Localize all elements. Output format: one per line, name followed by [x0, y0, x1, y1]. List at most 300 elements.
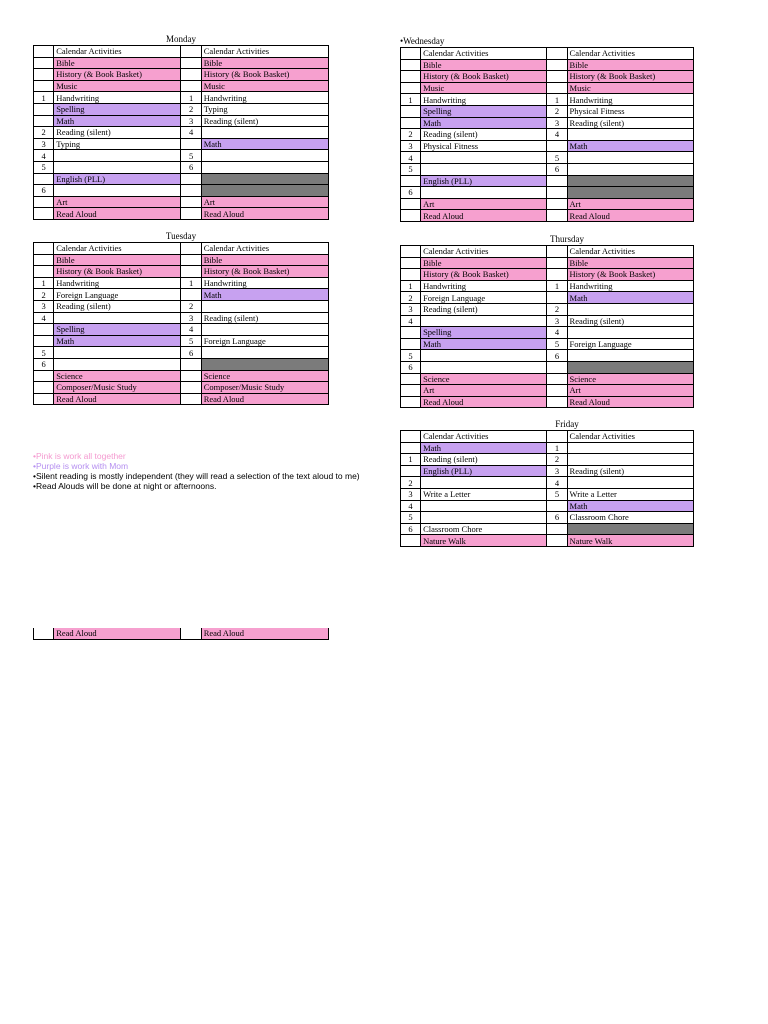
- activity-cell: History (& Book Basket): [567, 269, 693, 281]
- slot-number: [547, 269, 567, 281]
- activity-cell: Art: [567, 198, 693, 210]
- slot-number: [181, 208, 201, 220]
- activity-cell: Nature Walk: [567, 535, 693, 547]
- activity-cell: Handwriting: [567, 280, 693, 292]
- slot-number: 6: [547, 163, 567, 175]
- activity-cell: Read Aloud: [567, 396, 693, 408]
- slot-number: [401, 117, 421, 129]
- activity-cell: Spelling: [421, 105, 547, 117]
- table-row: [34, 312, 329, 324]
- activity-cell: Write a Letter: [421, 488, 547, 500]
- slot-number: [547, 257, 567, 269]
- activity-cell: Music: [201, 80, 328, 92]
- slot-number: [34, 57, 54, 69]
- table-row: [401, 163, 694, 175]
- activity-cell: Read Aloud: [201, 208, 328, 220]
- slot-number: 1: [547, 442, 567, 454]
- activity-cell: Read Aloud: [54, 628, 181, 639]
- activity-cell: Handwriting: [201, 277, 328, 289]
- activity-cell: [567, 350, 693, 362]
- activity-cell: Math: [567, 500, 693, 512]
- slot-number: [34, 173, 54, 185]
- activity-cell: Reading (silent): [54, 300, 181, 312]
- activity-cell: [201, 161, 328, 173]
- activity-cell: Calendar Activities: [567, 48, 693, 60]
- schedule-table: [400, 245, 694, 408]
- activity-cell: Calendar Activities: [567, 246, 693, 258]
- activity-cell: [567, 163, 693, 175]
- activity-cell: [201, 324, 328, 336]
- activity-cell: Art: [421, 385, 547, 397]
- table-row: [34, 243, 329, 255]
- table-row: [401, 117, 694, 129]
- slot-number: [401, 535, 421, 547]
- activity-cell: Art: [567, 385, 693, 397]
- slot-number: [547, 59, 567, 71]
- activity-cell: [567, 327, 693, 339]
- slot-number: [34, 115, 54, 127]
- slot-number: [34, 628, 54, 639]
- activity-cell: Science: [567, 373, 693, 385]
- slot-number: 1: [181, 277, 201, 289]
- slot-number: 6: [547, 350, 567, 362]
- activity-cell: Read Aloud: [567, 210, 693, 222]
- table-row: [34, 161, 329, 173]
- slot-number: [34, 243, 54, 255]
- activity-cell: [201, 150, 328, 162]
- table-row: [401, 257, 694, 269]
- slot-number: [401, 338, 421, 350]
- table-row: [401, 477, 694, 489]
- table-row: [34, 196, 329, 208]
- slot-number: 6: [401, 187, 421, 199]
- slot-number: 2: [547, 454, 567, 466]
- slot-number: [181, 173, 201, 185]
- slot-number: [34, 370, 54, 382]
- activity-cell: Foreign Language: [567, 338, 693, 350]
- activity-cell: Classroom Chore: [421, 523, 547, 535]
- activity-cell: Composer/Music Study: [201, 382, 328, 394]
- activity-cell: Spelling: [54, 103, 181, 115]
- activity-cell: Bible: [54, 57, 181, 69]
- table-row: [401, 303, 694, 315]
- slot-number: 4: [547, 327, 567, 339]
- activity-cell: Read Aloud: [54, 208, 181, 220]
- monday-schedule: [33, 34, 329, 220]
- activity-cell: Calendar Activities: [421, 431, 547, 443]
- activity-cell: [567, 361, 693, 373]
- activity-cell: Read Aloud: [201, 393, 328, 405]
- activity-cell: Foreign Language: [54, 289, 181, 301]
- slot-number: [181, 69, 201, 81]
- slot-number: [401, 48, 421, 60]
- slot-number: 5: [547, 152, 567, 164]
- slot-number: 2: [34, 127, 54, 139]
- slot-number: [401, 442, 421, 454]
- slot-number: [34, 196, 54, 208]
- table-row: [34, 185, 329, 197]
- activity-cell: Math: [54, 335, 181, 347]
- table-row: [401, 129, 694, 141]
- slot-number: [34, 69, 54, 81]
- table-row: [34, 138, 329, 150]
- slot-number: 4: [401, 500, 421, 512]
- table-row: [401, 465, 694, 477]
- table-row: [401, 280, 694, 292]
- activity-cell: Handwriting: [54, 277, 181, 289]
- table-row: [34, 277, 329, 289]
- activity-cell: [421, 500, 547, 512]
- table-row: [401, 338, 694, 350]
- activity-cell: [567, 152, 693, 164]
- slot-number: 5: [547, 338, 567, 350]
- activity-cell: [421, 152, 547, 164]
- table-row: [401, 431, 694, 443]
- slot-number: [181, 57, 201, 69]
- slot-number: 3: [401, 488, 421, 500]
- activity-cell: History (& Book Basket): [421, 269, 547, 281]
- table-row: [401, 385, 694, 397]
- slot-number: [401, 385, 421, 397]
- slot-number: [547, 361, 567, 373]
- slot-number: [181, 196, 201, 208]
- slot-number: 6: [34, 358, 54, 370]
- activity-cell: Bible: [201, 254, 328, 266]
- table-row: [34, 300, 329, 312]
- slot-number: 4: [34, 312, 54, 324]
- activity-cell: English (PLL): [421, 465, 547, 477]
- table-row: [34, 266, 329, 278]
- activity-cell: Read Aloud: [421, 210, 547, 222]
- slot-number: 5: [34, 347, 54, 359]
- slot-number: [547, 71, 567, 83]
- activity-cell: Math: [54, 115, 181, 127]
- slot-number: 6: [34, 185, 54, 197]
- slot-number: 2: [401, 477, 421, 489]
- activity-cell: Read Aloud: [54, 393, 181, 405]
- schedule-table: [33, 242, 329, 405]
- table-row: [401, 187, 694, 199]
- slot-number: [401, 269, 421, 281]
- slot-number: [547, 373, 567, 385]
- slot-number: [34, 324, 54, 336]
- activity-cell: History (& Book Basket): [54, 266, 181, 278]
- activity-cell: [567, 454, 693, 466]
- activity-cell: Handwriting: [201, 92, 328, 104]
- activity-cell: [201, 347, 328, 359]
- slot-number: [401, 105, 421, 117]
- slot-number: [181, 80, 201, 92]
- activity-cell: [201, 358, 328, 370]
- slot-number: [401, 257, 421, 269]
- slot-number: 1: [401, 454, 421, 466]
- activity-cell: Read Aloud: [201, 628, 328, 639]
- friday-schedule: [400, 419, 734, 547]
- activity-cell: [567, 187, 693, 199]
- activity-cell: Science: [421, 373, 547, 385]
- slot-number: [181, 358, 201, 370]
- activity-cell: Bible: [421, 59, 547, 71]
- activity-cell: Math: [567, 292, 693, 304]
- table-row: [401, 210, 694, 222]
- activity-cell: Bible: [421, 257, 547, 269]
- activity-cell: [421, 187, 547, 199]
- activity-cell: Music: [54, 80, 181, 92]
- slot-number: 1: [34, 277, 54, 289]
- table-row: [401, 500, 694, 512]
- table-row: [401, 327, 694, 339]
- activity-cell: Math: [567, 140, 693, 152]
- activity-cell: History (& Book Basket): [421, 71, 547, 83]
- activity-cell: [567, 175, 693, 187]
- table-row: [401, 442, 694, 454]
- slot-number: [181, 46, 201, 58]
- table-row: [34, 46, 329, 58]
- activity-cell: [54, 150, 181, 162]
- table-row: [34, 80, 329, 92]
- table-row: [34, 358, 329, 370]
- activity-cell: [54, 161, 181, 173]
- activity-cell: Bible: [567, 59, 693, 71]
- slot-number: [34, 80, 54, 92]
- activity-cell: Spelling: [421, 327, 547, 339]
- slot-number: 4: [181, 324, 201, 336]
- table-row: [401, 454, 694, 466]
- slot-number: [401, 198, 421, 210]
- activity-cell: History (& Book Basket): [54, 69, 181, 81]
- activity-cell: [421, 361, 547, 373]
- activity-cell: Nature Walk: [421, 535, 547, 547]
- activity-cell: Math: [201, 138, 328, 150]
- table-row: [34, 150, 329, 162]
- slot-number: [401, 71, 421, 83]
- table-row: [34, 103, 329, 115]
- slot-number: 4: [547, 477, 567, 489]
- slot-number: [547, 535, 567, 547]
- activity-cell: English (PLL): [54, 173, 181, 185]
- slot-number: 4: [181, 127, 201, 139]
- activity-cell: Science: [201, 370, 328, 382]
- slot-number: [401, 175, 421, 187]
- slot-number: 2: [181, 103, 201, 115]
- table-row: [401, 82, 694, 94]
- activity-cell: Math: [421, 117, 547, 129]
- slot-number: [401, 210, 421, 222]
- activity-cell: Handwriting: [421, 280, 547, 292]
- tuesday-schedule: [33, 231, 329, 405]
- table-row: [401, 315, 694, 327]
- activity-cell: Spelling: [54, 324, 181, 336]
- activity-cell: Art: [54, 196, 181, 208]
- activity-cell: History (& Book Basket): [201, 266, 328, 278]
- table-row: [401, 373, 694, 385]
- slot-number: 1: [34, 92, 54, 104]
- slot-number: [34, 382, 54, 394]
- slot-number: 1: [401, 94, 421, 106]
- slot-number: [34, 393, 54, 405]
- slot-number: 6: [181, 161, 201, 173]
- schedule-table: [400, 47, 694, 222]
- slot-number: [547, 140, 567, 152]
- activity-cell: Reading (silent): [421, 303, 547, 315]
- activity-cell: Music: [567, 82, 693, 94]
- thursday-schedule: [400, 234, 734, 408]
- activity-cell: Calendar Activities: [201, 46, 328, 58]
- activity-cell: Handwriting: [421, 94, 547, 106]
- slot-number: 3: [34, 300, 54, 312]
- slot-number: 2: [34, 289, 54, 301]
- activity-cell: Science: [54, 370, 181, 382]
- slot-number: 3: [34, 138, 54, 150]
- activity-cell: History (& Book Basket): [201, 69, 328, 81]
- table-row: [401, 488, 694, 500]
- legend-read-alouds: •Read Alouds will be done at night or afternoons.: [33, 481, 217, 491]
- slot-number: [34, 103, 54, 115]
- legend-notes: [33, 451, 363, 491]
- activity-cell: Bible: [54, 254, 181, 266]
- activity-cell: Read Aloud: [421, 396, 547, 408]
- legend-pink: •Pink is work all together: [33, 451, 126, 461]
- table-row: [34, 324, 329, 336]
- schedule-table: [400, 430, 694, 547]
- activity-cell: [54, 358, 181, 370]
- slot-number: 4: [547, 129, 567, 141]
- orphan-row: [33, 628, 329, 640]
- slot-number: [181, 289, 201, 301]
- slot-number: 3: [401, 303, 421, 315]
- activity-cell: [54, 312, 181, 324]
- table-row: [401, 71, 694, 83]
- activity-cell: Music: [421, 82, 547, 94]
- table-row: [401, 361, 694, 373]
- slot-number: 2: [547, 303, 567, 315]
- activity-cell: Classroom Chore: [567, 512, 693, 524]
- slot-number: 3: [401, 140, 421, 152]
- activity-cell: [421, 477, 547, 489]
- activity-cell: Art: [201, 196, 328, 208]
- activity-cell: Calendar Activities: [567, 431, 693, 443]
- slot-number: [181, 370, 201, 382]
- legend-silent-reading: •Silent reading is mostly independent (they will read a selection of the text aloud to me): [33, 471, 360, 481]
- slot-number: [547, 198, 567, 210]
- slot-number: 5: [34, 161, 54, 173]
- table-row: [401, 523, 694, 535]
- day-title: Tuesday: [165, 231, 197, 241]
- slot-number: [547, 396, 567, 408]
- slot-number: 3: [181, 115, 201, 127]
- slot-number: 5: [547, 488, 567, 500]
- table-row: [401, 140, 694, 152]
- slot-number: [401, 59, 421, 71]
- table-row: [34, 57, 329, 69]
- table-row: [401, 512, 694, 524]
- activity-cell: Foreign Language: [201, 335, 328, 347]
- slot-number: 5: [401, 350, 421, 362]
- table-row: [401, 198, 694, 210]
- table-row: [34, 69, 329, 81]
- slot-number: 5: [401, 512, 421, 524]
- table-row: [401, 396, 694, 408]
- slot-number: [401, 82, 421, 94]
- slot-number: 4: [401, 152, 421, 164]
- table-row: [401, 292, 694, 304]
- slot-number: [547, 292, 567, 304]
- activity-cell: Composer/Music Study: [54, 382, 181, 394]
- slot-number: 3: [547, 465, 567, 477]
- table-row: [34, 628, 329, 639]
- table-row: [34, 127, 329, 139]
- table-row: [401, 246, 694, 258]
- slot-number: [34, 335, 54, 347]
- slot-number: 6: [547, 512, 567, 524]
- slot-number: 1: [401, 280, 421, 292]
- activity-cell: Reading (silent): [567, 315, 693, 327]
- table-row: [34, 173, 329, 185]
- activity-cell: Reading (silent): [201, 312, 328, 324]
- activity-cell: [567, 303, 693, 315]
- activity-cell: History (& Book Basket): [567, 71, 693, 83]
- slot-number: [181, 628, 201, 639]
- activity-cell: Reading (silent): [421, 129, 547, 141]
- activity-cell: Calendar Activities: [201, 243, 328, 255]
- slot-number: 3: [547, 117, 567, 129]
- activity-cell: Calendar Activities: [421, 48, 547, 60]
- slot-number: [34, 46, 54, 58]
- table-row: [401, 59, 694, 71]
- slot-number: 2: [181, 300, 201, 312]
- table-row: [34, 335, 329, 347]
- slot-number: [34, 254, 54, 266]
- legend-purple: •Purple is work with Mom: [33, 461, 129, 471]
- slot-number: [401, 327, 421, 339]
- slot-number: [181, 266, 201, 278]
- schedule-table: [33, 45, 329, 220]
- slot-number: [547, 523, 567, 535]
- activity-cell: Physical Fitness: [421, 140, 547, 152]
- table-row: [34, 254, 329, 266]
- table-row: [34, 370, 329, 382]
- slot-number: 6: [181, 347, 201, 359]
- activity-cell: [421, 315, 547, 327]
- day-title: Thursday: [550, 234, 584, 244]
- activity-cell: Reading (silent): [421, 454, 547, 466]
- table-row: [401, 105, 694, 117]
- slot-number: [401, 396, 421, 408]
- table-row: [34, 208, 329, 220]
- slot-number: [401, 431, 421, 443]
- slot-number: [547, 187, 567, 199]
- activity-cell: [567, 523, 693, 535]
- slot-number: [547, 210, 567, 222]
- slot-number: [181, 243, 201, 255]
- activity-cell: Calendar Activities: [54, 243, 181, 255]
- activity-cell: [201, 127, 328, 139]
- slot-number: [547, 48, 567, 60]
- slot-number: [34, 266, 54, 278]
- slot-number: [181, 185, 201, 197]
- orphan-table: [33, 628, 329, 640]
- slot-number: [547, 500, 567, 512]
- slot-number: [547, 175, 567, 187]
- table-row: [401, 94, 694, 106]
- slot-number: [34, 208, 54, 220]
- table-row: [34, 115, 329, 127]
- slot-number: [547, 82, 567, 94]
- table-row: [401, 350, 694, 362]
- slot-number: 1: [181, 92, 201, 104]
- slot-number: 2: [547, 105, 567, 117]
- activity-cell: [567, 477, 693, 489]
